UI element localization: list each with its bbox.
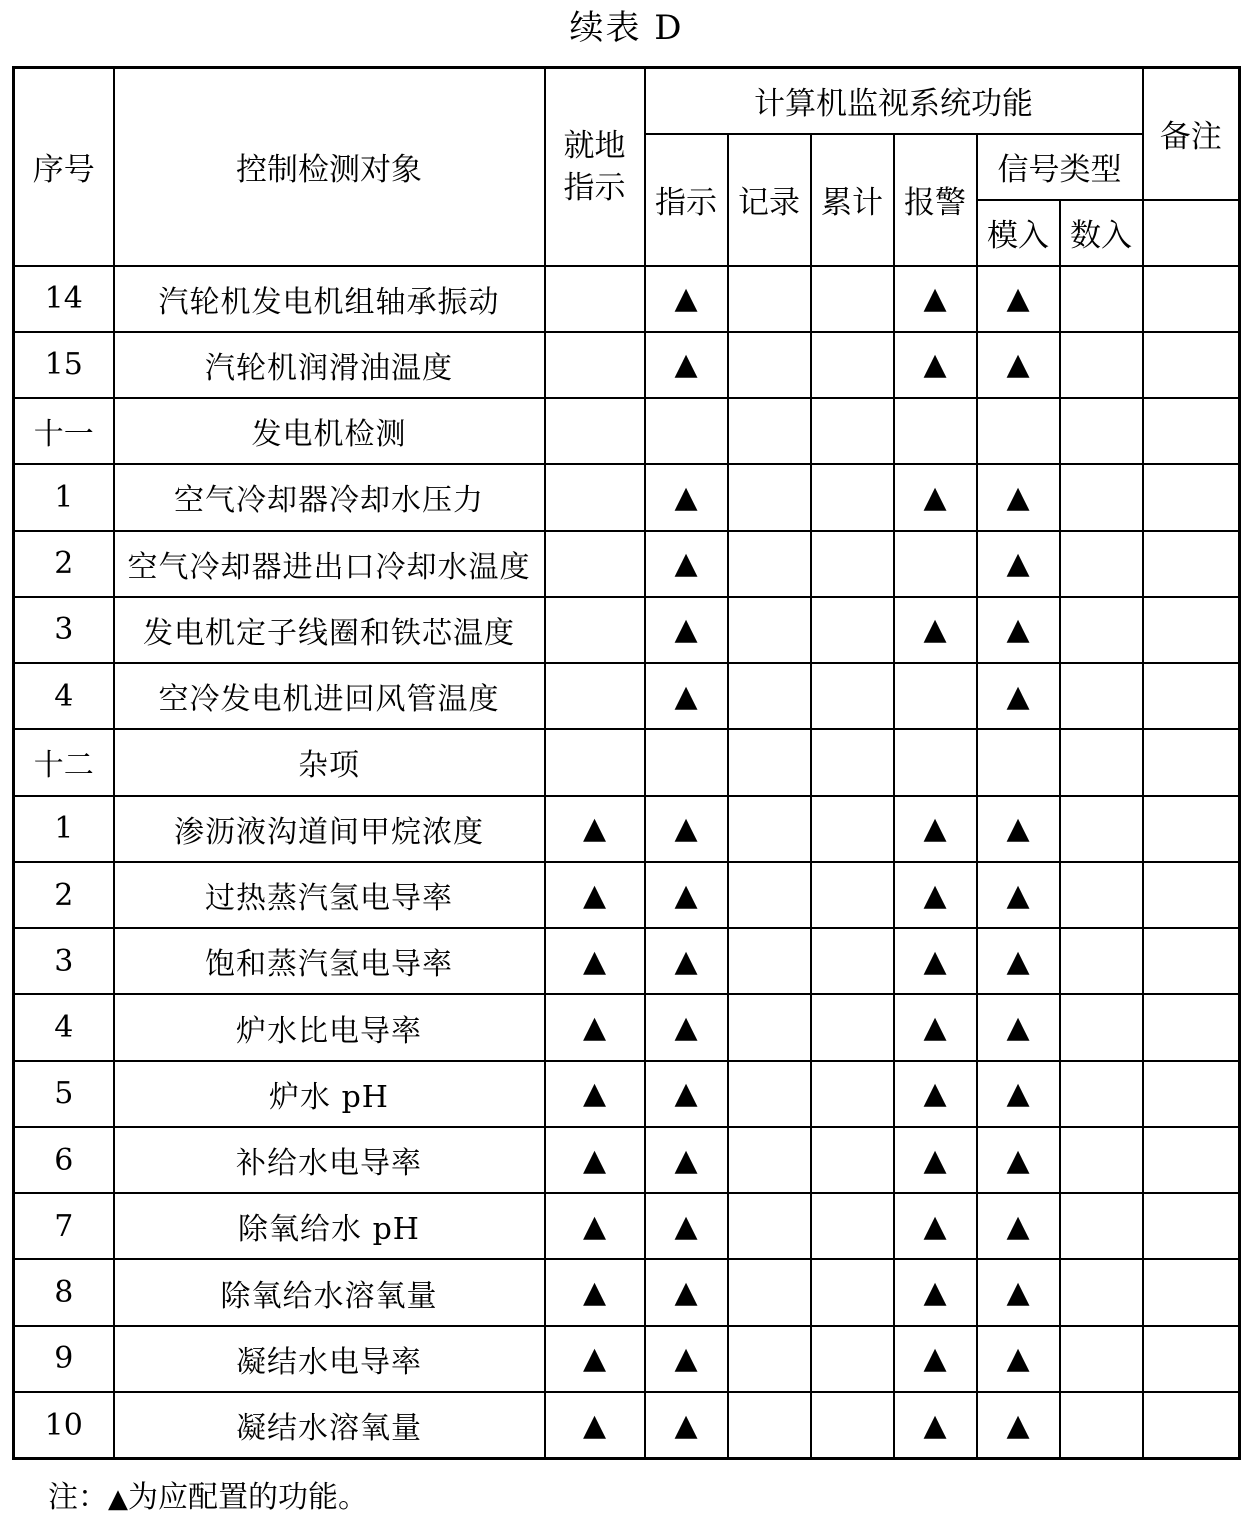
cell-accumulate (811, 398, 894, 464)
cell-digital (1060, 398, 1143, 464)
cell-seq: 十一 (14, 398, 114, 464)
header-computer-monitor: 计算机监视系统功能 (645, 68, 1143, 134)
cell-local (545, 398, 645, 464)
cell-record (728, 398, 811, 464)
cell-indicate (645, 729, 728, 795)
cell-indicate: ▲ (645, 994, 728, 1060)
cell-local (545, 663, 645, 729)
cell-record (728, 1193, 811, 1259)
cell-local (545, 597, 645, 663)
table-row (14, 862, 1240, 928)
cell-seq: 3 (14, 597, 114, 663)
cell-accumulate (811, 1193, 894, 1259)
cell-digital (1060, 1193, 1143, 1259)
cell-remark (1143, 398, 1240, 464)
cell-alarm (894, 531, 977, 597)
cell-indicate: ▲ (645, 332, 728, 398)
cell-indicate: ▲ (645, 1392, 728, 1458)
cell-seq: 7 (14, 1193, 114, 1259)
header-record: 记录 (728, 134, 811, 266)
cell-remark (1143, 1193, 1240, 1259)
cell-indicate: ▲ (645, 1127, 728, 1193)
table-row (14, 796, 1240, 862)
cell-alarm: ▲ (894, 266, 977, 332)
cell-local (545, 332, 645, 398)
cell-analog: ▲ (977, 1326, 1060, 1392)
footnote-text: 为应配置的功能。 (128, 1480, 368, 1515)
cell-accumulate (811, 1392, 894, 1458)
cell-indicate: ▲ (645, 928, 728, 994)
cell-record (728, 332, 811, 398)
cell-analog: ▲ (977, 1127, 1060, 1193)
cell-object: 炉水比电导率 (114, 994, 545, 1060)
cell-digital (1060, 1326, 1143, 1392)
cell-object: 汽轮机润滑油温度 (114, 332, 545, 398)
cell-indicate: ▲ (645, 464, 728, 530)
cell-seq: 1 (14, 464, 114, 530)
cell-accumulate (811, 464, 894, 530)
cell-alarm: ▲ (894, 597, 977, 663)
cell-analog: ▲ (977, 1061, 1060, 1127)
table-row (14, 1127, 1240, 1193)
cell-remark (1143, 729, 1240, 795)
table-row (14, 531, 1240, 597)
cell-accumulate (811, 1127, 894, 1193)
table-row (14, 1326, 1240, 1392)
cell-local (545, 464, 645, 530)
cell-seq: 4 (14, 994, 114, 1060)
cell-record (728, 597, 811, 663)
cell-object: 除氧给水溶氧量 (114, 1259, 545, 1325)
cell-analog: ▲ (977, 266, 1060, 332)
cell-remark (1143, 1061, 1240, 1127)
cell-record (728, 862, 811, 928)
cell-accumulate (811, 1326, 894, 1392)
cell-accumulate (811, 928, 894, 994)
cell-analog: ▲ (977, 464, 1060, 530)
cell-remark (1143, 663, 1240, 729)
header-local-indicate-label: 就地指示 (563, 127, 626, 206)
cell-remark (1143, 1326, 1240, 1392)
cell-alarm: ▲ (894, 1127, 977, 1193)
cell-object: 过热蒸汽氢电导率 (114, 862, 545, 928)
cell-indicate: ▲ (645, 1193, 728, 1259)
cell-remark (1143, 796, 1240, 862)
cell-alarm (894, 729, 977, 795)
cell-accumulate (811, 531, 894, 597)
cell-accumulate (811, 597, 894, 663)
cell-remark (1143, 928, 1240, 994)
cell-object: 发电机检测 (114, 398, 545, 464)
cell-record (728, 796, 811, 862)
cell-remark (1143, 1127, 1240, 1193)
cell-seq: 15 (14, 332, 114, 398)
cell-object: 空气冷却器冷却水压力 (114, 464, 545, 530)
header-accumulate: 累计 (811, 134, 894, 266)
cell-alarm (894, 663, 977, 729)
cell-alarm: ▲ (894, 464, 977, 530)
cell-accumulate (811, 862, 894, 928)
cell-seq: 3 (14, 928, 114, 994)
cell-object: 空气冷却器进出口冷却水温度 (114, 531, 545, 597)
cell-accumulate (811, 266, 894, 332)
cell-analog (977, 729, 1060, 795)
cell-digital (1060, 928, 1143, 994)
cell-alarm (894, 398, 977, 464)
cell-record (728, 994, 811, 1060)
cell-record (728, 464, 811, 530)
table-row (14, 398, 1240, 464)
header-analog-in: 模入 (977, 200, 1060, 266)
cell-local (545, 266, 645, 332)
cell-indicate: ▲ (645, 862, 728, 928)
table-row (14, 332, 1240, 398)
cell-digital (1060, 663, 1143, 729)
cell-indicate: ▲ (645, 796, 728, 862)
cell-record (728, 266, 811, 332)
table-title: 续表 D (569, 8, 684, 48)
cell-record (728, 1061, 811, 1127)
cell-object: 发电机定子线圈和铁芯温度 (114, 597, 545, 663)
cell-record (728, 1127, 811, 1193)
cell-alarm: ▲ (894, 796, 977, 862)
header-object: 控制检测对象 (114, 68, 545, 266)
cell-remark (1143, 464, 1240, 530)
cell-alarm: ▲ (894, 332, 977, 398)
cell-alarm: ▲ (894, 1061, 977, 1127)
table-row (14, 1061, 1240, 1127)
cell-indicate: ▲ (645, 663, 728, 729)
cell-record (728, 663, 811, 729)
cell-analog: ▲ (977, 663, 1060, 729)
cell-alarm: ▲ (894, 862, 977, 928)
cell-digital (1060, 464, 1143, 530)
cell-analog: ▲ (977, 862, 1060, 928)
cell-record (728, 1326, 811, 1392)
cell-seq: 2 (14, 531, 114, 597)
cell-alarm: ▲ (894, 1326, 977, 1392)
cell-local: ▲ (545, 1259, 645, 1325)
cell-alarm: ▲ (894, 1259, 977, 1325)
cell-digital (1060, 796, 1143, 862)
cell-analog: ▲ (977, 597, 1060, 663)
cell-digital (1060, 531, 1143, 597)
cell-object: 凝结水溶氧量 (114, 1392, 545, 1458)
cell-analog (977, 398, 1060, 464)
cell-remark (1143, 531, 1240, 597)
cell-remark (1143, 1392, 1240, 1458)
cell-local: ▲ (545, 1061, 645, 1127)
header-signal-type: 信号类型 (977, 134, 1143, 200)
cell-alarm: ▲ (894, 1193, 977, 1259)
cell-object: 空冷发电机进回风管温度 (114, 663, 545, 729)
header-indicate: 指示 (645, 134, 728, 266)
cell-alarm: ▲ (894, 994, 977, 1060)
cell-remark (1143, 597, 1240, 663)
cell-remark (1143, 1259, 1240, 1325)
cell-alarm: ▲ (894, 1392, 977, 1458)
cell-digital (1060, 1127, 1143, 1193)
cell-digital (1060, 862, 1143, 928)
cell-seq: 10 (14, 1392, 114, 1458)
header-remark-blank (1143, 200, 1240, 266)
cell-digital (1060, 266, 1143, 332)
cell-analog: ▲ (977, 1259, 1060, 1325)
table-body (14, 266, 1240, 1459)
cell-seq: 5 (14, 1061, 114, 1127)
cell-remark (1143, 266, 1240, 332)
cell-object: 汽轮机发电机组轴承振动 (114, 266, 545, 332)
header-digital-in: 数入 (1060, 200, 1143, 266)
cell-alarm: ▲ (894, 928, 977, 994)
header-remark: 备注 (1143, 68, 1240, 200)
cell-seq: 1 (14, 796, 114, 862)
cell-object: 渗沥液沟道间甲烷浓度 (114, 796, 545, 862)
cell-digital (1060, 597, 1143, 663)
header-local-indicate (545, 68, 645, 266)
footnote (48, 1472, 368, 1525)
header-seq: 序号 (14, 68, 114, 266)
cell-analog: ▲ (977, 796, 1060, 862)
cell-local: ▲ (545, 1392, 645, 1458)
cell-seq: 4 (14, 663, 114, 729)
cell-indicate: ▲ (645, 1259, 728, 1325)
cell-remark (1143, 994, 1240, 1060)
table-row (14, 1193, 1240, 1259)
cell-local: ▲ (545, 1326, 645, 1392)
cell-digital (1060, 729, 1143, 795)
cell-digital (1060, 994, 1143, 1060)
cell-local: ▲ (545, 862, 645, 928)
table-row (14, 597, 1240, 663)
cell-remark (1143, 332, 1240, 398)
table-row (14, 464, 1240, 530)
cell-local: ▲ (545, 796, 645, 862)
cell-record (728, 531, 811, 597)
cell-accumulate (811, 994, 894, 1060)
cell-remark (1143, 862, 1240, 928)
cell-object: 饱和蒸汽氢电导率 (114, 928, 545, 994)
cell-accumulate (811, 332, 894, 398)
cell-digital (1060, 1392, 1143, 1458)
footnote-prefix: 注： (48, 1480, 108, 1515)
table-row (14, 729, 1240, 795)
table-row (14, 994, 1240, 1060)
table-row (14, 1259, 1240, 1325)
cell-local (545, 729, 645, 795)
triangle-icon: ▲ (108, 1484, 128, 1514)
cell-indicate: ▲ (645, 1061, 728, 1127)
cell-local: ▲ (545, 1193, 645, 1259)
cell-indicate: ▲ (645, 1326, 728, 1392)
cell-digital (1060, 1259, 1143, 1325)
cell-seq: 9 (14, 1326, 114, 1392)
cell-analog: ▲ (977, 1392, 1060, 1458)
cell-object: 炉水 pH (114, 1061, 545, 1127)
cell-accumulate (811, 1061, 894, 1127)
header-alarm: 报警 (894, 134, 977, 266)
cell-digital (1060, 1061, 1143, 1127)
cell-accumulate (811, 1259, 894, 1325)
cell-indicate: ▲ (645, 266, 728, 332)
cell-seq: 14 (14, 266, 114, 332)
cell-object: 补给水电导率 (114, 1127, 545, 1193)
cell-object: 凝结水电导率 (114, 1326, 545, 1392)
cell-accumulate (811, 663, 894, 729)
cell-seq: 8 (14, 1259, 114, 1325)
cell-seq: 2 (14, 862, 114, 928)
cell-analog: ▲ (977, 531, 1060, 597)
cell-object: 除氧给水 pH (114, 1193, 545, 1259)
table-row (14, 266, 1240, 332)
cell-local: ▲ (545, 1127, 645, 1193)
cell-record (728, 1392, 811, 1458)
cell-local (545, 531, 645, 597)
cell-digital (1060, 332, 1143, 398)
cell-record (728, 1259, 811, 1325)
table-row (14, 928, 1240, 994)
table-row (14, 663, 1240, 729)
cell-analog: ▲ (977, 1193, 1060, 1259)
cell-seq: 6 (14, 1127, 114, 1193)
cell-seq: 十二 (14, 729, 114, 795)
cell-indicate (645, 398, 728, 464)
cell-analog: ▲ (977, 928, 1060, 994)
cell-local: ▲ (545, 994, 645, 1060)
cell-accumulate (811, 796, 894, 862)
monitoring-table (12, 66, 1241, 1460)
cell-analog: ▲ (977, 994, 1060, 1060)
cell-accumulate (811, 729, 894, 795)
cell-record (728, 928, 811, 994)
cell-object: 杂项 (114, 729, 545, 795)
cell-local: ▲ (545, 928, 645, 994)
cell-analog: ▲ (977, 332, 1060, 398)
cell-record (728, 729, 811, 795)
cell-indicate: ▲ (645, 597, 728, 663)
table-row (14, 1392, 1240, 1458)
cell-indicate: ▲ (645, 531, 728, 597)
